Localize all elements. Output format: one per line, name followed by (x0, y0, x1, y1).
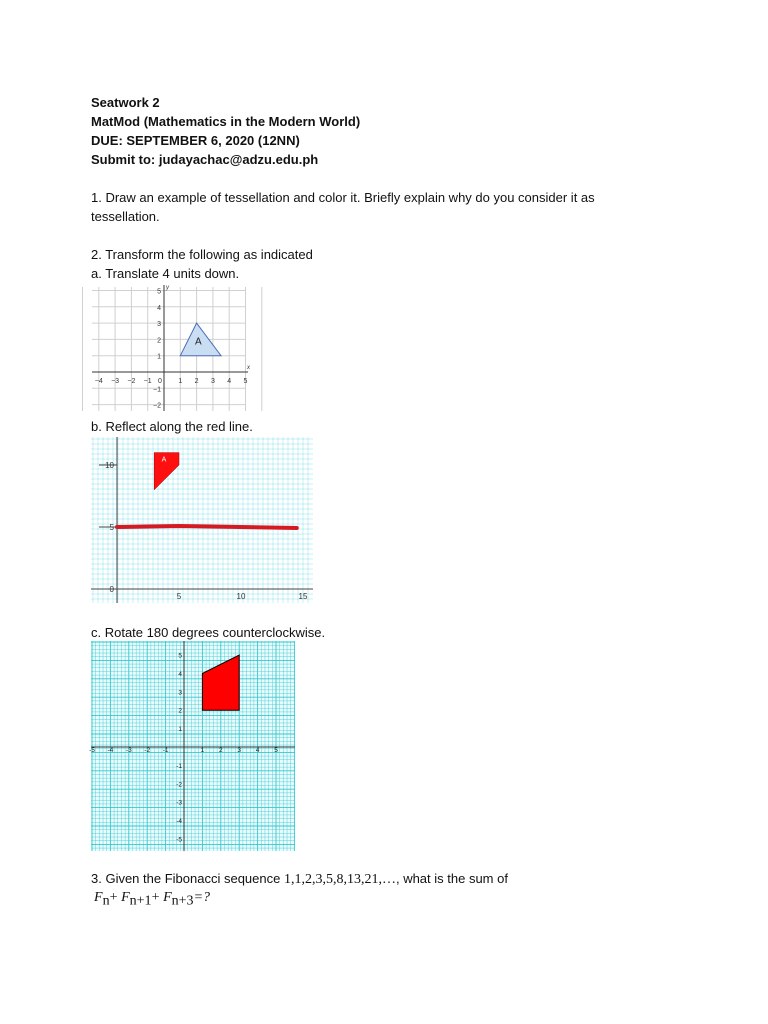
question-1-line-2: tessellation. (91, 209, 160, 224)
sub-n: n (102, 893, 110, 909)
x-tick-label: 3 (210, 378, 215, 385)
x-tick-label: -2 (144, 747, 151, 754)
question-3-expression (94, 888, 210, 911)
x-tick-label: 2 (218, 747, 223, 754)
y-tick-label: 5 (178, 652, 182, 660)
x-tick-label: -1 (162, 747, 169, 754)
translate-graph (90, 283, 250, 413)
y-tick-label: -2 (176, 781, 182, 789)
term-f-n3: F (163, 890, 172, 905)
question-2b-label: b. Reflect along the red line. (91, 419, 253, 434)
equals-question: =? (193, 890, 211, 905)
x-tick-label: 10 (236, 592, 246, 601)
y-tick-label: −1 (153, 386, 161, 394)
question-1-line-1: 1. Draw an example of tessellation and color it. Briefly explain why do you consider it as (91, 190, 595, 205)
y-tick-label: 4 (157, 304, 161, 312)
x-tick-label: 5 (274, 747, 278, 754)
x-axis-label: x (247, 365, 250, 371)
plus-1: + (109, 890, 118, 905)
y-tick-label: 2 (157, 337, 161, 345)
due-date: DUE: SEPTEMBER 6, 2020 (12NN) (91, 133, 300, 148)
y-tick-label: -4 (176, 818, 182, 826)
y-tick-label: -3 (176, 799, 182, 807)
seatwork-title: Seatwork 2 (91, 95, 160, 110)
y-tick-label: 3 (178, 689, 182, 697)
shape-label-b: A (161, 456, 167, 464)
x-tick-label: 3 (237, 747, 242, 754)
x-tick-label: -4 (107, 747, 114, 754)
y-tick-label: 5 (109, 523, 114, 532)
sub-n3: n+3 (171, 893, 194, 909)
y-tick-label: 5 (157, 288, 161, 296)
x-tick-label: 5 (176, 592, 182, 601)
fibonacci-sequence: 1,1,2,3,5,8,13,21,… (283, 872, 396, 887)
rotate-graph (91, 641, 295, 851)
y-tick-label: 10 (105, 461, 114, 470)
x-tick-label: 4 (227, 378, 232, 385)
submit-email: Submit to: judayachac@adzu.edu.ph (91, 152, 319, 167)
question-2a-label: a. Translate 4 units down. (91, 266, 240, 281)
red-reflection-line (117, 526, 297, 528)
x-tick-label: 5 (243, 378, 248, 385)
x-tick-label: 1 (200, 747, 205, 754)
question-3-line-1 (91, 870, 508, 889)
plus-2: + (151, 890, 160, 905)
x-tick-label: −1 (143, 378, 152, 385)
x-tick-label: −2 (127, 378, 136, 385)
x-tick-label: 0 (158, 378, 162, 385)
x-tick-label: −3 (111, 378, 120, 385)
term-f-n: F (94, 890, 103, 905)
x-tick-label: −4 (94, 378, 103, 385)
term-f-n1: F (121, 890, 130, 905)
y-tick-label: 2 (178, 707, 182, 715)
y-tick-label: 1 (178, 726, 182, 734)
x-tick-label: -3 (125, 747, 132, 754)
x-tick-label: -5 (89, 747, 95, 754)
question-2c-label: c. Rotate 180 degrees counterclockwise. (91, 625, 326, 640)
y-tick-label: 4 (178, 670, 182, 678)
question-2-heading: 2. Transform the following as indicated (91, 247, 313, 262)
y-tick-label: −2 (153, 402, 161, 410)
y-tick-label: -5 (176, 836, 182, 844)
course-title: MatMod (Mathematics in the Modern World) (91, 114, 361, 129)
reflect-graph (91, 437, 313, 603)
y-tick-label: 1 (157, 353, 161, 361)
question-3-question: , what is the sum of (395, 871, 508, 886)
y-tick-label: 3 (157, 321, 161, 329)
x-tick-label: 2 (194, 378, 199, 385)
x-tick-label: 15 (298, 592, 308, 601)
x-tick-label: 4 (255, 747, 260, 754)
question-3-intro: 3. Given the Fibonacci sequence (91, 871, 281, 886)
sub-n1: n+1 (129, 893, 152, 909)
x-tick-label: 1 (178, 378, 183, 385)
y-tick-label: 0 (109, 585, 114, 594)
shape-label-a: A (194, 336, 202, 348)
y-tick-label: -1 (176, 762, 182, 770)
y-axis-label: y (166, 285, 169, 291)
